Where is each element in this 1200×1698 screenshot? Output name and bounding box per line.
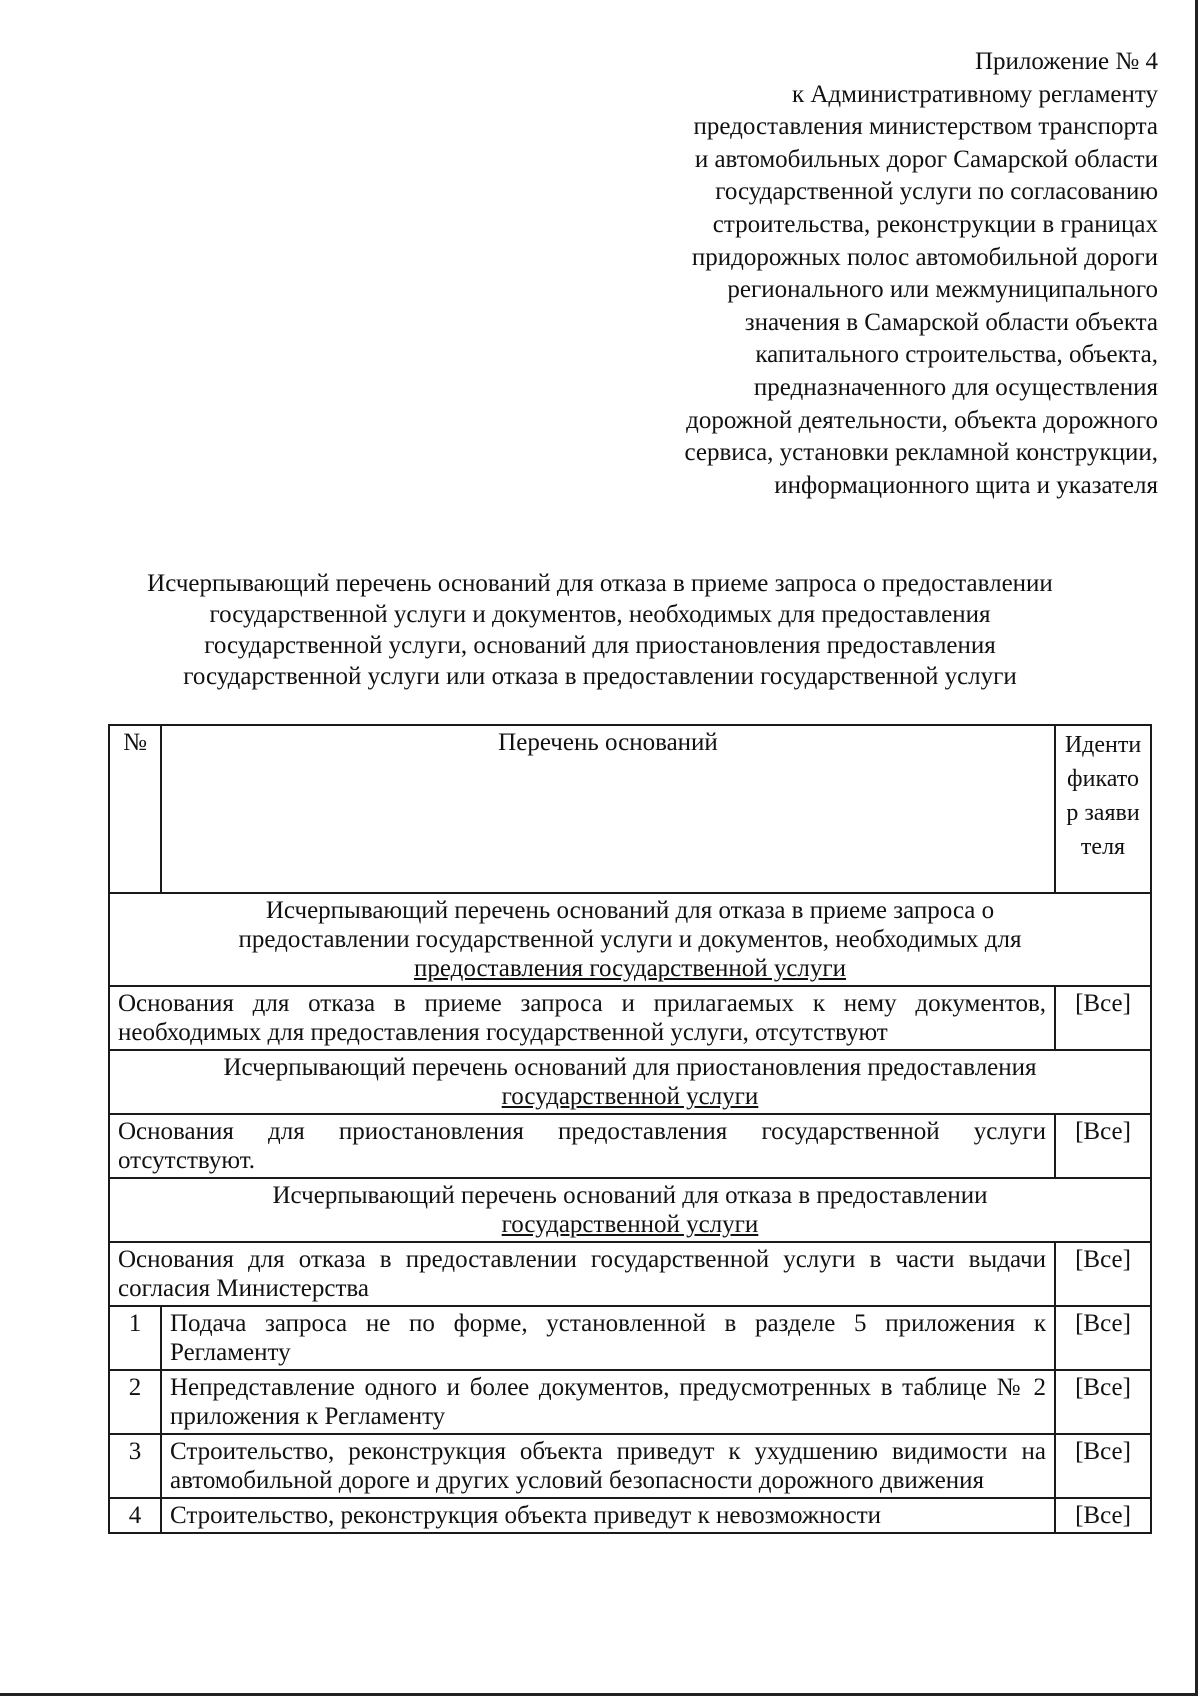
section-line: Исчерпывающий перечень оснований для приостановления предоставления: [223, 1054, 1037, 1081]
header-line: значения в Самарской области объекта: [744, 308, 1158, 336]
row-applicant-id: [Все]: [1055, 1306, 1151, 1370]
header-line: капитального строительства, объекта,: [755, 341, 1158, 369]
title-line: государственной услуги или отказа в предоставлении государственной услуги: [183, 663, 1017, 690]
header-line: государственной услуги по согласованию: [715, 178, 1158, 206]
row-text: Основания для приостановления предоставления государственной услуги отсутствуют.: [109, 1114, 1055, 1178]
header-line: предоставления министерством транспорта: [693, 113, 1158, 141]
column-header-number: №: [109, 725, 161, 893]
table-row: [109, 986, 1151, 1050]
table-row: [109, 1114, 1151, 1178]
table-row: [109, 1498, 1151, 1533]
header-line: и автомобильных дорог Самарской области: [694, 145, 1158, 173]
row-text: Строительство, реконструкция объекта приведут к ухудшению видимости на автомобильной дороге и других условий безопасности дорожного движения: [161, 1434, 1055, 1498]
header-line: Приложение № 4: [974, 48, 1158, 75]
table-row: [109, 1434, 1151, 1498]
section-header-suspension: [109, 1050, 1151, 1114]
row-applicant-id: [Все]: [1055, 1242, 1151, 1306]
row-number: 1: [109, 1306, 161, 1370]
row-number: 3: [109, 1434, 161, 1498]
table-row: [109, 1306, 1151, 1370]
title-line: Исчерпывающий перечень оснований для отказа в приеме запроса о предоставлении: [147, 570, 1053, 597]
header-line: сервиса, установки рекламной конструкции,: [684, 439, 1158, 467]
row-applicant-id: [Все]: [1055, 1370, 1151, 1434]
row-text: Строительство, реконструкция объекта приведут к невозможности: [161, 1498, 1055, 1533]
header-line: строительства, реконструкции в границах: [712, 210, 1158, 238]
row-text: Подача запроса не по форме, установленной в разделе 5 приложения к Регламенту: [161, 1306, 1055, 1370]
title-line: государственной услуги, оснований для приостановления предоставления: [204, 632, 996, 659]
row-applicant-id: [Все]: [1055, 1498, 1151, 1533]
table-row: [109, 1370, 1151, 1434]
header-line: к Административному регламенту: [791, 80, 1158, 108]
grounds-table: [108, 724, 1152, 1534]
column-header-grounds: Перечень оснований: [161, 725, 1055, 893]
header-line: предназначенного для осуществления: [753, 373, 1158, 401]
header-line: информационного щита и указателя: [774, 471, 1158, 499]
row-text: Основания для отказа в предоставлении государственной услуги в части выдачи согласия Министерства: [109, 1242, 1055, 1306]
row-text: Основания для отказа в приеме запроса и прилагаемых к нему документов, необходимых для предоставления государственной услуги, отсутствуют: [109, 986, 1055, 1050]
table-header-row: [109, 725, 1151, 893]
table-row: [109, 1242, 1151, 1306]
section-line: предоставлении государственной услуги и документов, необходимых для: [238, 926, 1022, 953]
column-header-applicant-id: Идентификатор заявителя: [1055, 725, 1151, 893]
document-title: [100, 568, 1100, 692]
row-text: Непредставление одного и более документов, предусмотренных в таблице № 2 приложения к Регламенту: [161, 1370, 1055, 1434]
section-header-service-refusal: [109, 1178, 1151, 1242]
row-applicant-id: [Все]: [1055, 986, 1151, 1050]
section-line: Исчерпывающий перечень оснований для отказа в предоставлении: [272, 1182, 988, 1209]
section-line: предоставления государственной услуги: [413, 955, 847, 982]
section-line: государственной услуги: [501, 1211, 759, 1238]
title-line: государственной услуги и документов, необходимых для предоставления: [209, 601, 991, 628]
section-header-reception-refusal: [109, 893, 1151, 986]
row-number: 2: [109, 1370, 161, 1434]
row-number: 4: [109, 1498, 161, 1533]
header-line: придорожных полос автомобильной дороги: [691, 243, 1158, 271]
row-applicant-id: [Все]: [1055, 1434, 1151, 1498]
section-line: государственной услуги: [501, 1083, 759, 1110]
section-line: Исчерпывающий перечень оснований для отказа в приеме запроса о: [265, 897, 995, 924]
appendix-header: [518, 46, 1158, 502]
header-line: регионального или межмуниципального: [727, 276, 1158, 304]
row-applicant-id: [Все]: [1055, 1114, 1151, 1178]
header-line: дорожной деятельности, объекта дорожного: [686, 406, 1158, 434]
